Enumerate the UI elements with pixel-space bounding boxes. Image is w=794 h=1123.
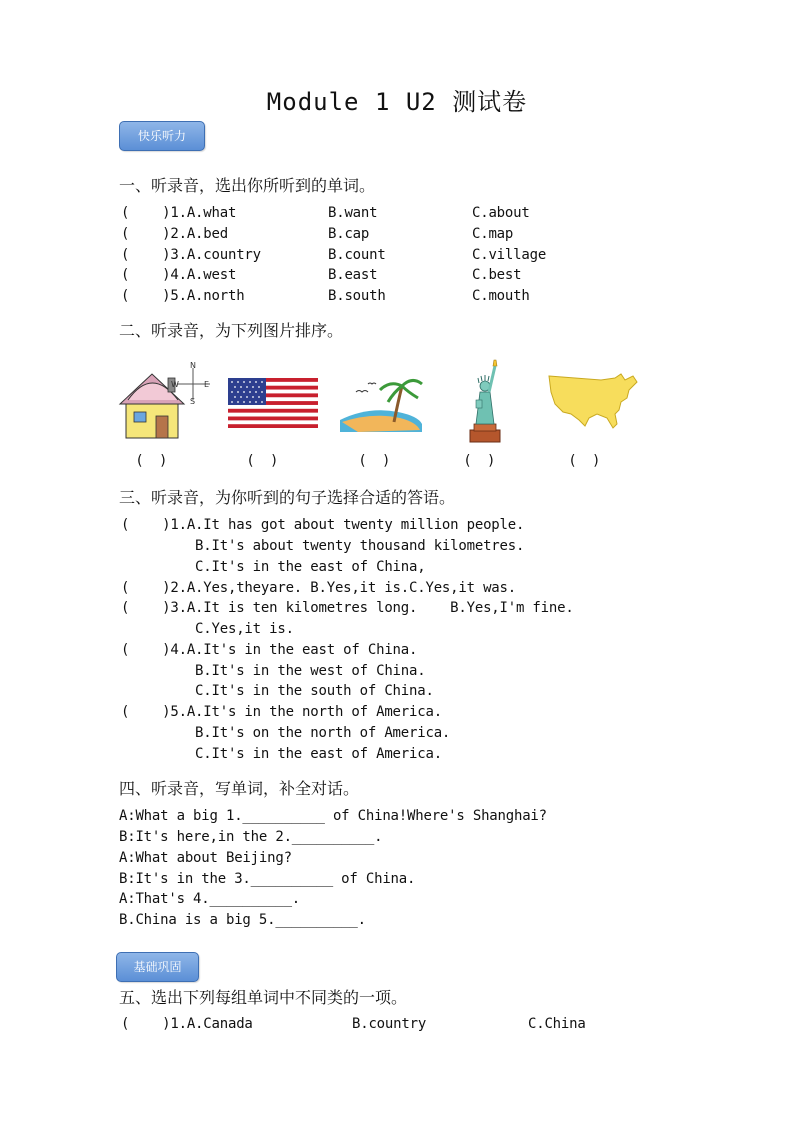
s1-row-2-a: ( )2.A.bed	[121, 226, 228, 242]
dialogue-line: A:What a big 1.__________ of China!Where's Shanghai?	[119, 808, 547, 824]
s1-row-3-b: B.count	[328, 247, 386, 263]
s1-row-5-a: ( )5.A.north	[121, 288, 245, 304]
picture-3-answer[interactable]: ( )	[360, 453, 389, 469]
section-3-heading: 三、听录音，为你听到的句子选择合适的答语。	[119, 488, 456, 507]
us-flag-picture	[228, 378, 318, 428]
beach-island-picture	[338, 372, 424, 436]
s1-row-4-b: B.east	[328, 267, 378, 283]
dialogue-line: B.China is a big 5.__________.	[119, 912, 366, 928]
section-4-heading: 四、听录音，写单词，补全对话。	[119, 779, 360, 798]
compass-s: S	[190, 397, 196, 406]
statue-of-liberty-picture	[462, 356, 508, 444]
s1-row-1-a: ( )1.A.what	[121, 205, 237, 221]
section-2-heading: 二、听录音，为下列图片排序。	[119, 321, 344, 340]
page-title: Module 1 U2 测试卷	[266, 88, 528, 116]
s1-row-5-b: B.south	[328, 288, 386, 304]
s1-row-5-c: C.mouth	[472, 288, 530, 304]
usa-map-picture	[545, 368, 641, 434]
dialogue-line: B:It's in the 3.__________ of China.	[119, 871, 416, 887]
badge-listening: 快乐听力	[119, 121, 205, 151]
s3-line: B.It's about twenty thousand kilometres.	[121, 538, 525, 554]
dialogue-line: A:That's 4.__________.	[119, 891, 301, 907]
s3-line: ( )4.A.It's in the east of China.	[121, 642, 418, 658]
compass-n: N	[190, 361, 196, 370]
s3-line: ( )5.A.It's in the north of America.	[121, 704, 442, 720]
dialogue-line: A:What about Beijing?	[119, 850, 292, 866]
badge-basics: 基础巩固	[116, 952, 199, 982]
s1-row-1-b: B.want	[328, 205, 378, 221]
s3-line: C.It's in the east of China,	[121, 559, 426, 575]
s3-line: C.It's in the south of China.	[121, 683, 434, 699]
compass-w: W	[171, 380, 179, 389]
s1-row-4-a: ( )4.A.west	[121, 267, 237, 283]
section-5-heading: 五、选出下列每组单词中不同类的一项。	[119, 988, 408, 1007]
s3-line: ( )3.A.It is ten kilometres long. B.Yes,I'm fine.	[121, 600, 574, 616]
s3-line: C.Yes,it is.	[121, 621, 294, 637]
s3-line: B.It's on the north of America.	[121, 725, 451, 741]
compass-e: E	[204, 380, 210, 389]
picture-4-answer[interactable]: ( )	[465, 453, 494, 469]
s3-line: ( )2.A.Yes,theyare. B.Yes,it is.C.Yes,it was.	[121, 580, 516, 596]
picture-2-answer[interactable]: ( )	[248, 453, 277, 469]
s1-row-1-c: C.about	[472, 205, 530, 221]
s1-row-4-c: C.best	[472, 267, 522, 283]
picture-1-answer[interactable]: ( )	[137, 453, 166, 469]
picture-5-answer[interactable]: ( )	[570, 453, 599, 469]
s3-line: ( )1.A.It has got about twenty million people.	[121, 517, 525, 533]
section-1-heading: 一、听录音，选出你所听到的单词。	[119, 176, 376, 195]
s1-row-2-b: B.cap	[328, 226, 370, 242]
s5-row-1-a: ( )1.A.Canada	[121, 1016, 253, 1032]
s5-row-1-c: C.China	[528, 1016, 586, 1032]
s3-line: C.It's in the east of America.	[121, 746, 442, 762]
s1-row-3-c: C.village	[472, 247, 547, 263]
house-compass-picture	[118, 360, 218, 444]
s3-line: B.It's in the west of China.	[121, 663, 426, 679]
s5-row-1-b: B.country	[352, 1016, 427, 1032]
dialogue-line: B:It's here,in the 2.__________.	[119, 829, 383, 845]
s1-row-2-c: C.map	[472, 226, 514, 242]
s1-row-3-a: ( )3.A.country	[121, 247, 261, 263]
